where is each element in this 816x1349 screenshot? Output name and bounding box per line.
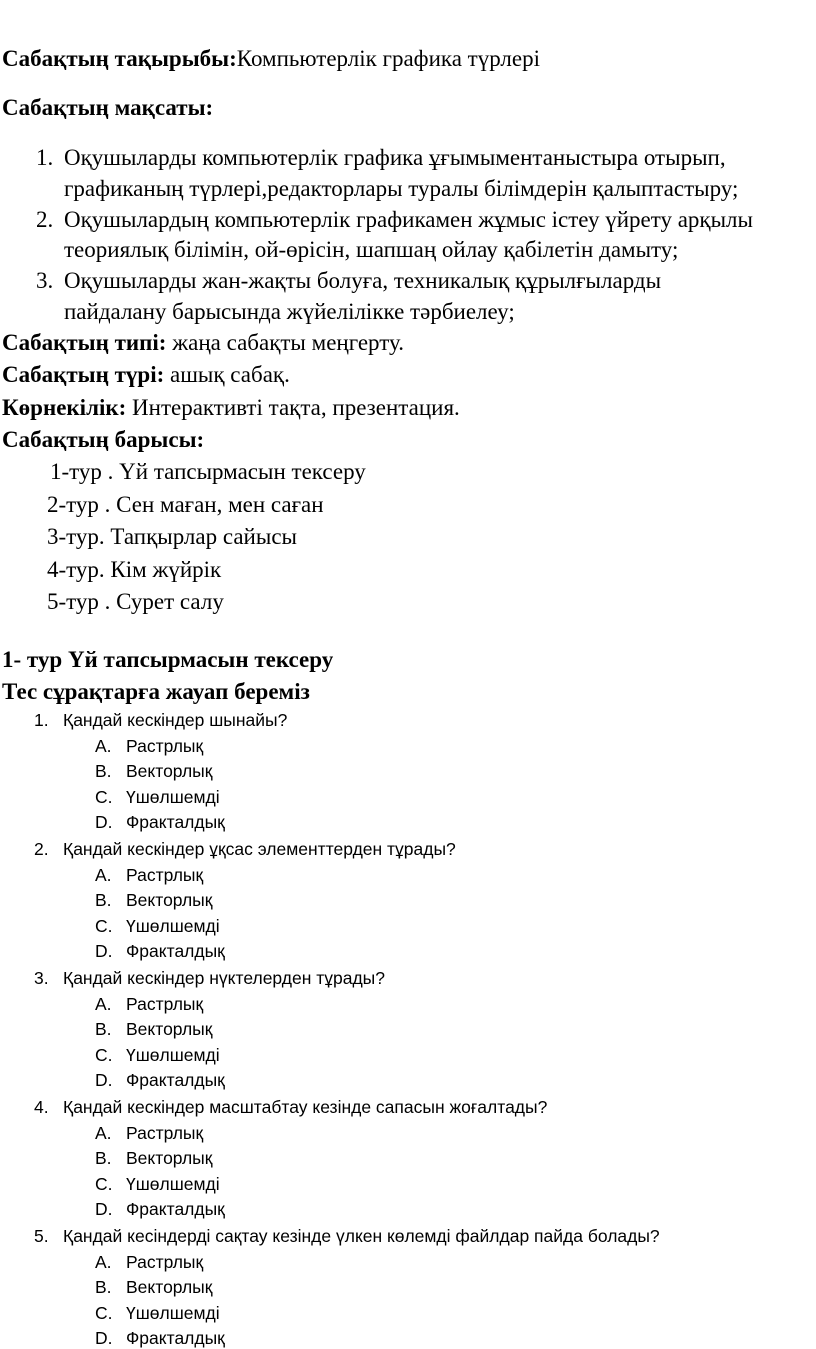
goal-item <box>36 145 53 171</box>
goal-number: 2. <box>36 207 54 232</box>
question-text: Қандай кескіндер масштабтау кезінде сапасын жоғалтады? <box>63 1097 548 1117</box>
option-letter: A. <box>95 735 112 756</box>
option-letter: D. <box>95 1199 113 1220</box>
option-text: Үшөлшемді <box>126 1173 220 1194</box>
goal-item <box>36 207 53 233</box>
goal-item <box>36 268 53 294</box>
option-letter: A. <box>95 993 112 1014</box>
lesson-type-value: жаңа сабақты меңгерту. <box>166 330 404 355</box>
option-letter: D. <box>95 941 113 962</box>
option-letter: B. <box>95 1148 112 1169</box>
section-subtitle: Тес сұрақтарға жауап береміз <box>2 679 310 704</box>
question-text: Қандай кесіндерді сақтау кезінде үлкен көлемді файлдар пайда болады? <box>63 1226 660 1246</box>
option-text: Үшөлшемді <box>126 915 220 936</box>
question-text: Қандай кескіндер ұқсас элементтерден тұрады? <box>63 839 456 859</box>
lesson-visuals-value: Интерактивті тақта, презентация. <box>126 395 460 420</box>
round-item: 4-тур. Кім жүйрік <box>47 557 222 582</box>
round-item: 3-тур. Тапқырлар сайысы <box>47 524 297 549</box>
option-text: Растрлық <box>126 864 204 885</box>
option-text: Векторлық <box>126 761 213 782</box>
lesson-topic-label: Сабақтың тақырыбы: <box>2 46 237 71</box>
question-number: 4. <box>34 1097 49 1117</box>
option-letter: D. <box>95 1328 113 1349</box>
lesson-topic <box>2 46 540 72</box>
round-item: 5-тур . Сурет салу <box>47 589 224 614</box>
goal-text-line: Оқушылардың компьютерлік графикамен жұмыс істеу үйрету арқылы <box>64 207 753 232</box>
option-text: Үшөлшемді <box>126 1302 220 1323</box>
option-text: Векторлық <box>126 890 213 911</box>
option-text: Растрлық <box>126 993 204 1014</box>
lesson-kind-value: ашық сабақ. <box>164 362 290 387</box>
option-text: Үшөлшемді <box>126 786 220 807</box>
goal-text-line: теориялық білімін, ой-өрісін, шапшаң ойлау қабілетін дамыту; <box>64 237 679 262</box>
question-text: Қандай кескіндер нүктелерден тұрады? <box>63 968 385 988</box>
option-letter: B. <box>95 890 112 911</box>
round-item: 1-тур . Үй тапсырмасын тексеру <box>50 459 366 484</box>
option-text: Растрлық <box>126 1251 204 1272</box>
goal-text-line: графиканың түрлері,редакторлары туралы білімдерін қалыптастыру; <box>64 176 739 201</box>
option-text: Растрлық <box>126 1122 204 1143</box>
lesson-kind <box>2 362 290 388</box>
lesson-kind-label: Сабақтың түрі: <box>2 362 165 387</box>
option-text: Фракталдық <box>126 812 225 833</box>
goal-text-line: Оқушыларды жан-жақты болуға, техникалық құрылғыларды <box>64 268 662 293</box>
option-letter: B. <box>95 1019 112 1040</box>
goal-text-line: пайдалану барысында жүйелілікке тәрбиелеу; <box>64 299 515 324</box>
option-text: Үшөлшемді <box>126 1044 220 1065</box>
option-letter: D. <box>95 812 113 833</box>
option-letter: A. <box>95 864 112 885</box>
round-item: 2-тур . Сен маған, мен саған <box>47 492 324 517</box>
option-text: Фракталдық <box>126 1328 225 1349</box>
option-letter: C. <box>95 1302 113 1323</box>
option-letter: B. <box>95 761 112 782</box>
lesson-type-label: Сабақтың типі: <box>2 330 167 355</box>
option-letter: C. <box>95 1173 113 1194</box>
question-text: Қандай кескіндер шынайы? <box>63 710 288 730</box>
option-letter: C. <box>95 915 113 936</box>
option-text: Векторлық <box>126 1019 213 1040</box>
option-text: Фракталдық <box>126 1070 225 1091</box>
option-letter: B. <box>95 1277 112 1298</box>
option-text: Фракталдық <box>126 1199 225 1220</box>
question-number: 5. <box>34 1226 49 1246</box>
option-letter: A. <box>95 1122 112 1143</box>
goals-heading: Сабақтың мақсаты: <box>2 95 214 120</box>
goal-text-line: Оқушыларды компьютерлік графика ұғымыментаныстыра отырып, <box>64 145 726 170</box>
option-letter: A. <box>95 1251 112 1272</box>
question-number: 1. <box>34 710 49 730</box>
progress-heading: Сабақтың барысы: <box>2 427 205 452</box>
option-text: Векторлық <box>126 1277 213 1298</box>
section-title: 1- тур Үй тапсырмасын тексеру <box>2 647 334 672</box>
lesson-visuals-label: Көрнекілік: <box>2 395 127 420</box>
option-text: Растрлық <box>126 735 204 756</box>
goal-number: 1. <box>36 145 54 170</box>
option-letter: C. <box>95 786 113 807</box>
option-letter: D. <box>95 1070 113 1091</box>
option-letter: C. <box>95 1044 113 1065</box>
question-number: 2. <box>34 839 49 859</box>
option-text: Векторлық <box>126 1148 213 1169</box>
option-text: Фракталдық <box>126 941 225 962</box>
goal-number: 3. <box>36 268 54 293</box>
lesson-type <box>2 330 404 356</box>
question-number: 3. <box>34 968 49 988</box>
lesson-visuals <box>2 395 460 421</box>
lesson-topic-value: Компьютерлік графика түрлері <box>236 46 540 71</box>
